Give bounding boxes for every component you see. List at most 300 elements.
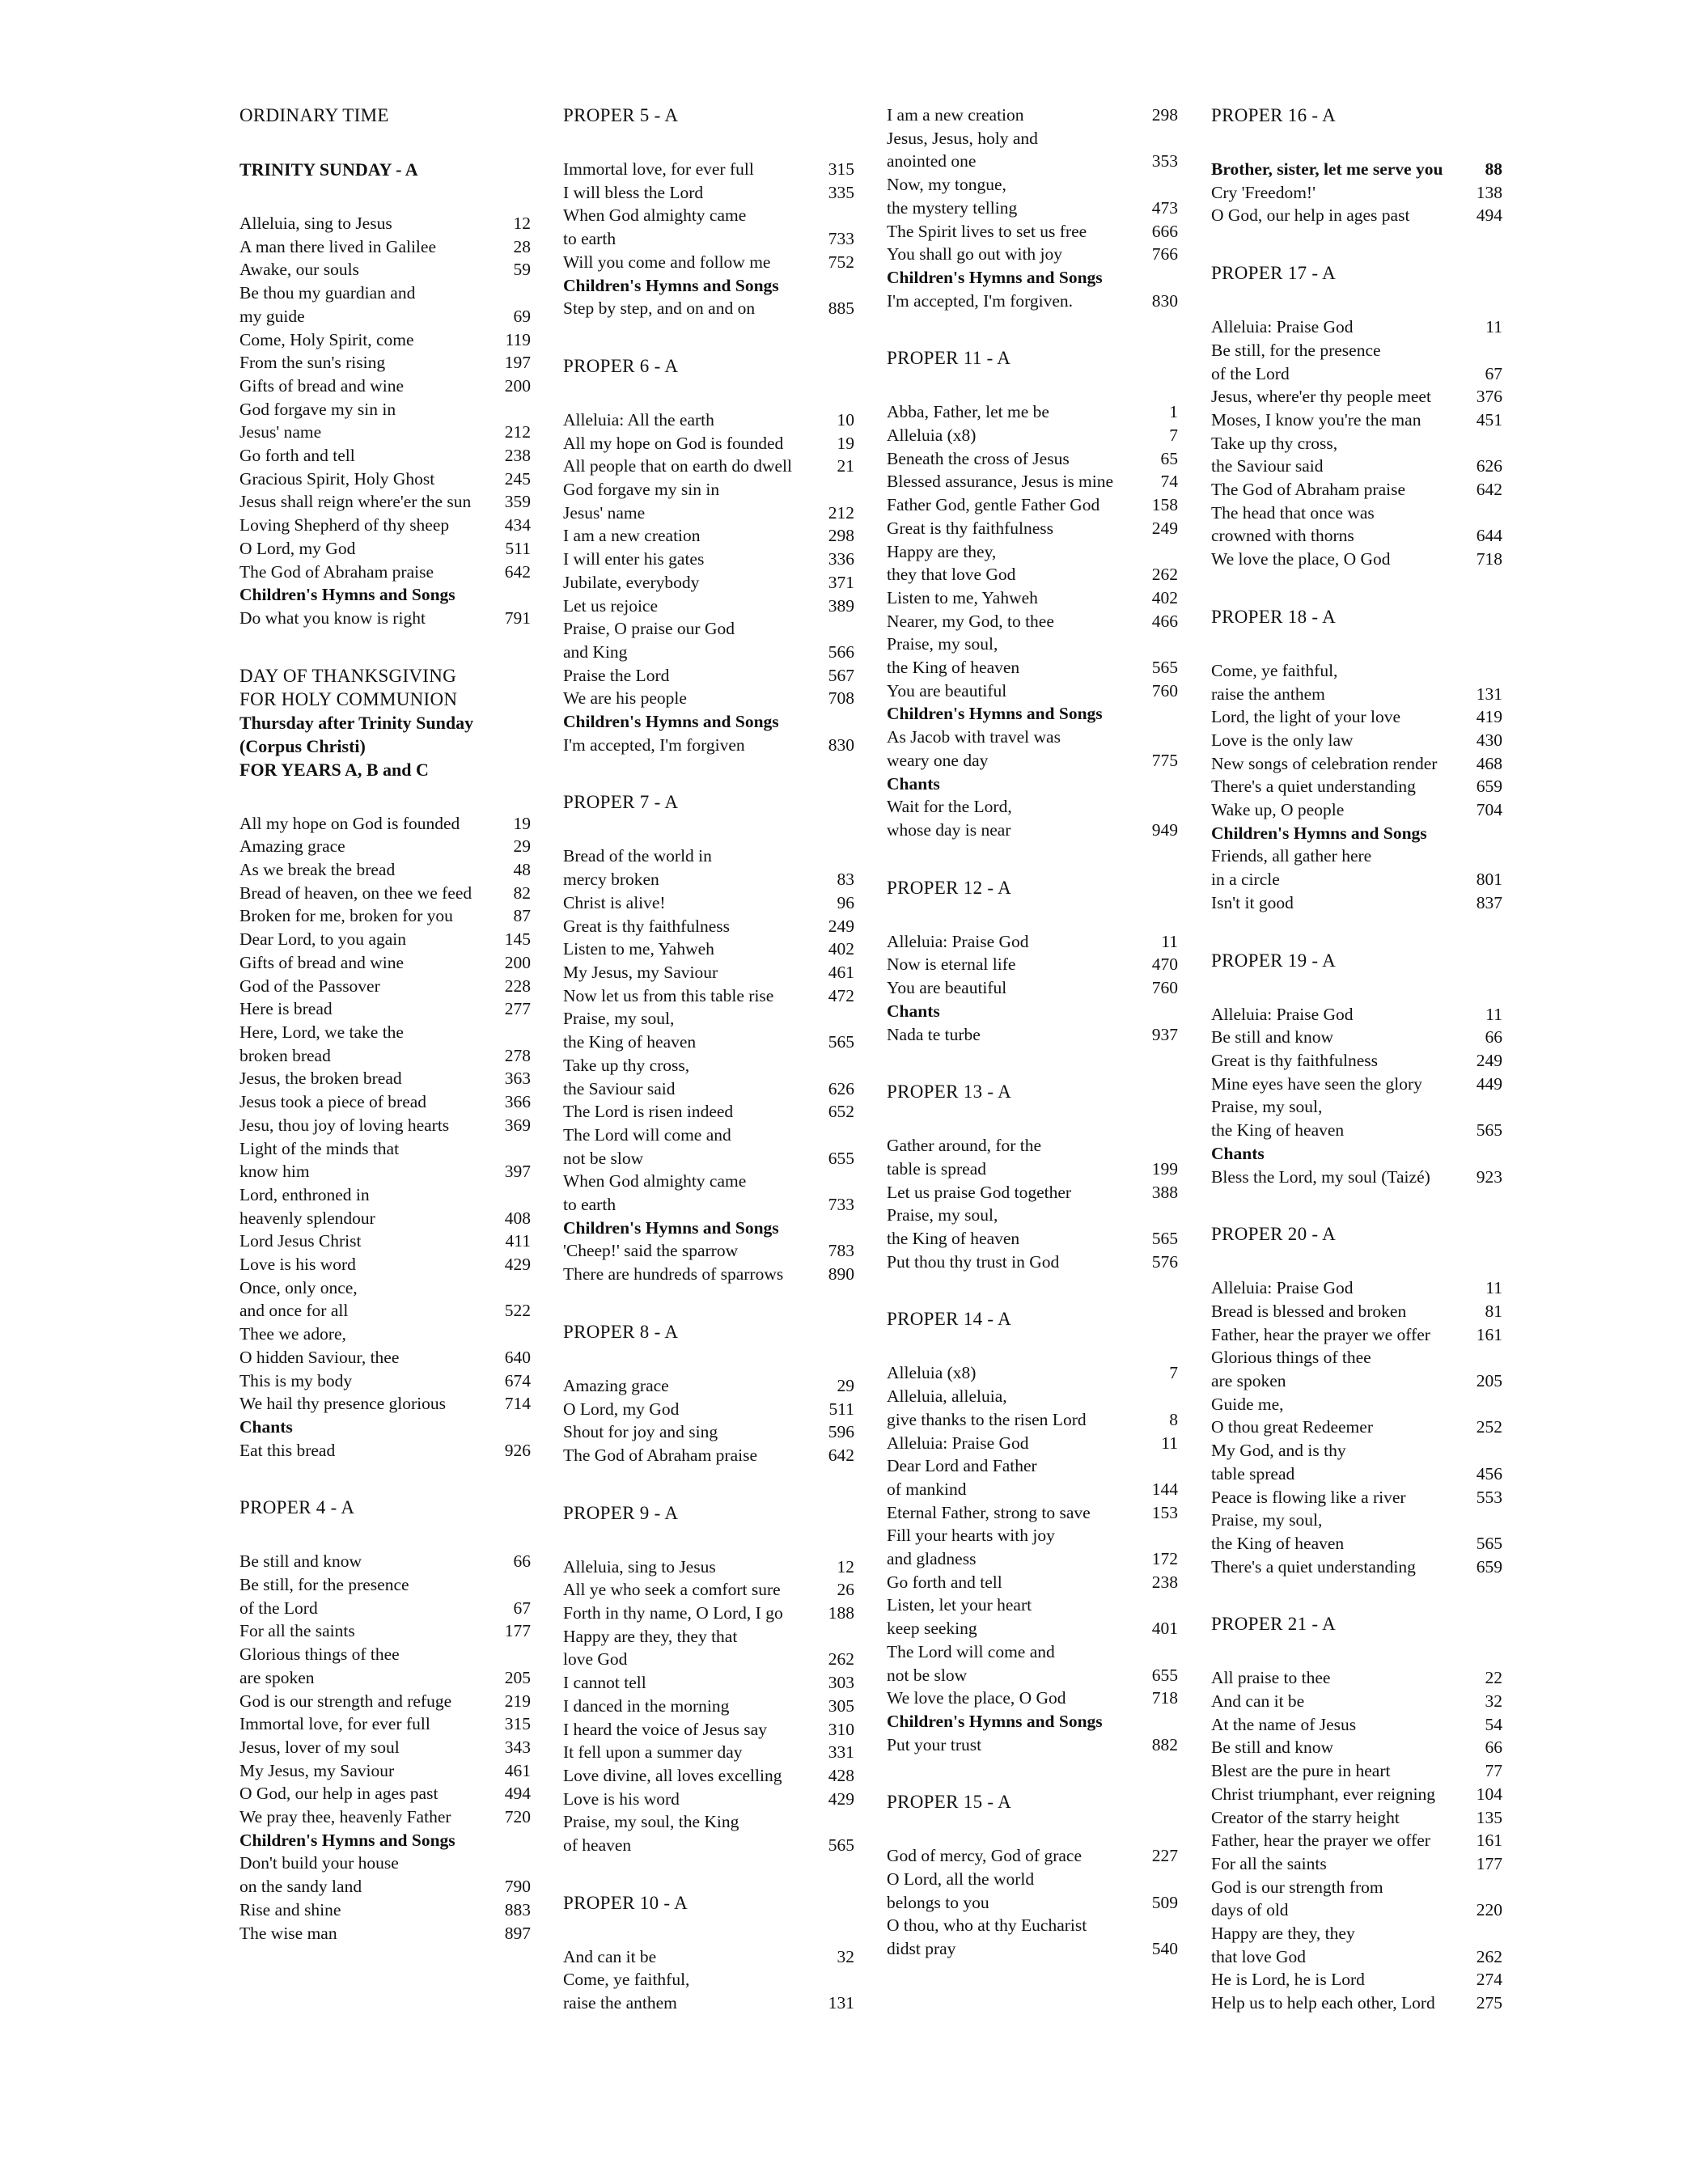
hymn-entry [239,1276,531,1323]
hymn-title: We are his people [563,688,687,709]
hymn-number: 12 [837,1556,854,1577]
hymn-title: God is our strength and refuge [239,1691,452,1711]
section-heading: PROPER 4 - A [239,1497,355,1518]
index-section [563,1891,854,2015]
hymn-number: 760 [1151,680,1178,700]
hymn-number: 158 [1151,495,1178,515]
hymn-number: 59 [513,260,531,280]
hymn-title: Jesus, Jesus, holy and anointed one [887,128,1038,171]
hymn-number: 172 [1151,1549,1178,1569]
hymn-title: I will bless the Lord [563,182,704,202]
hymn-entry [563,1374,854,1398]
hymn-number: 245 [504,468,531,489]
hymn-entry [887,447,1178,471]
hymn-list [887,400,1178,841]
hymn-title: Chants [887,773,940,794]
hymn-title: Praise, my soul, the King of heaven [1211,1510,1345,1553]
hymn-title: Praise, my soul, the King of heaven [887,634,1020,678]
hymn-number: 461 [828,962,854,982]
hymn-number: 119 [505,329,531,349]
hymn-number: 28 [513,236,531,256]
section-heading: PROPER 5 - A [563,105,679,125]
hymn-entry [887,1687,1178,1710]
hymn-number: 74 [1160,472,1178,492]
hymn-title: Lord, enthroned in heavenly splendour [239,1184,375,1228]
hymn-number: 65 [1160,448,1178,468]
hymn-number: 144 [1151,1479,1178,1499]
hymn-entry [563,1170,854,1216]
hymn-number: 494 [1476,205,1502,226]
hymn-entry [563,891,854,915]
hymn-number: 642 [1476,480,1502,500]
hymn-entry [563,1788,854,1811]
hymn-number: 659 [1476,777,1502,797]
hymn-title: Jesus, lover of my soul [239,1737,400,1757]
hymn-entry [239,1067,531,1090]
hymn-title: Shout for joy and sing [563,1422,718,1442]
hymn-entry [239,1392,531,1416]
hymn-title: Gifts of bread and wine [239,952,404,972]
hymn-number: 402 [828,939,854,959]
hymn-number: 674 [504,1370,531,1390]
hymn-number: 659 [1476,1556,1502,1577]
hymn-entry [1211,1276,1502,1300]
hymn-number: 766 [1151,244,1178,265]
hymn-entry [563,524,854,548]
list-subheading [887,1710,1178,1733]
hymn-title: 'Cheep!' said the sparrow [563,1241,739,1261]
column-2 [563,104,854,2015]
section-heading: DAY OF THANKSGIVING FOR HOLY COMMUNION [239,665,458,709]
hymn-entry [1211,1713,1502,1737]
hymn-entry [563,1124,854,1170]
hymn-list [239,1550,531,1945]
hymn-entry [887,1524,1178,1570]
hymn-entry [239,1323,531,1369]
hymn-entry [239,1736,531,1759]
hymn-title: I'm accepted, I'm forgiven. [887,290,1074,311]
hymn-entry [887,424,1178,447]
index-section [239,104,531,630]
hymn-title: Christ triumphant, ever reigning [1211,1784,1436,1804]
list-subheading [239,583,531,607]
hymn-number: 7 [1169,425,1178,446]
hymn-number: 522 [504,1301,531,1321]
hymn-number: 830 [1151,290,1178,311]
hymn-title: Happy are they, they that love God [563,1626,738,1670]
hymn-number: 371 [828,572,854,592]
hymn-entry [563,1741,854,1764]
hymn-number: 11 [1485,1004,1502,1024]
hymn-entry [1211,775,1502,798]
hymn-title: All people that on earth do dwell [563,456,793,476]
index-section [887,104,1178,312]
hymn-number: 419 [1476,707,1502,727]
hymn-number: 655 [1151,1665,1178,1685]
hymn-number: 145 [504,929,531,950]
hymn-entry [887,1454,1178,1500]
hymn-title: I danced in the morning [563,1695,730,1716]
hymn-number: 303 [828,1673,854,1693]
hymn-number: 66 [1485,1027,1502,1048]
hymn-title: God of the Passover [239,976,380,996]
hymn-number: 566 [828,641,854,662]
hymn-title: Now let us from this table rise [563,985,774,1005]
hymn-entry [1211,502,1502,548]
hymn-number: 565 [1476,1120,1502,1141]
hymn-title: Children's Hymns and Songs [563,275,779,295]
hymn-entry [887,976,1178,1000]
hymn-number: 305 [828,1695,854,1716]
hymn-title: Love is the only law [1211,730,1354,750]
hymn-entry [1211,1073,1502,1096]
hymn-entry [1211,844,1502,891]
hymn-number: 67 [1485,363,1502,383]
hymn-entry [563,915,854,938]
hymn-entry [1211,1509,1502,1555]
hymn-entry [1211,315,1502,339]
hymn-number: 310 [828,1719,854,1739]
hymn-number: 752 [828,252,854,272]
hymn-number: 161 [1476,1831,1502,1851]
hymn-number: 376 [1476,387,1502,407]
list-subheading [563,1217,854,1240]
hymn-entry [239,1712,531,1736]
index-section [1211,1612,1502,2015]
hymn-number: 470 [1151,954,1178,975]
hymn-entry [1211,1666,1502,1690]
hymn-entry [239,328,531,352]
section-heading: PROPER 10 - A [563,1892,688,1913]
hymn-title: O Lord, my God [563,1399,680,1419]
list-subheading [563,274,854,298]
hymn-number: 366 [504,1092,531,1112]
hymn-number: 718 [1151,1688,1178,1708]
hymn-title: You are beautiful [887,978,1007,998]
hymn-title: I'm accepted, I'm forgiven [563,734,745,755]
hymn-number: 596 [828,1422,854,1442]
hymn-title: There's a quiet understanding [1211,777,1416,797]
hymn-entry [239,212,531,235]
hymn-entry [563,617,854,663]
hymn-number: 718 [1476,549,1502,569]
hymn-number: 177 [504,1621,531,1641]
hymn-title: I am a new creation [563,526,701,546]
hymn-entry [563,844,854,891]
hymn-number: 67 [513,1598,531,1618]
hymn-title: It fell upon a summer day [563,1742,743,1763]
hymn-entry [887,104,1178,127]
hymn-number: 783 [828,1241,854,1261]
hymn-number: 511 [828,1399,854,1419]
hymn-list [887,1134,1178,1273]
hymn-entry [563,1420,854,1444]
hymn-entry [887,470,1178,493]
column-1 [239,104,531,1945]
hymn-title: Jesus, where'er thy people meet [1211,387,1431,407]
hymn-entry [239,1852,531,1898]
hymn-title: Love is his word [563,1788,680,1809]
hymn-title: Here is bread [239,999,333,1019]
hymn-number: 11 [1161,1433,1178,1453]
hymn-entry [1211,478,1502,502]
hymn-number: 135 [1476,1807,1502,1827]
hymn-entry [239,1759,531,1783]
hymn-title: Go forth and tell [887,1572,1002,1592]
hymn-title: We hail thy presence glorious [239,1394,446,1414]
hymn-title: Friends, all gather here in a circle [1211,846,1372,890]
hymn-title: Eat this bread [239,1440,336,1460]
hymn-title: Put your trust [887,1734,982,1754]
hymn-number: 882 [1151,1734,1178,1754]
hymn-title: Brother, sister, let me serve you [1211,159,1443,179]
hymn-title: Awake, our souls [239,260,359,280]
hymn-title: And can it be [563,1946,657,1966]
hymn-title: Beneath the cross of Jesus [887,448,1070,468]
hymn-number: 336 [828,549,854,569]
hymn-title: I heard the voice of Jesus say [563,1719,767,1739]
hymn-entry [239,1922,531,1945]
list-subheading [887,266,1178,290]
hymn-entry [239,928,531,951]
hymn-title: From the sun's rising [239,353,386,373]
hymn-number: 359 [504,492,531,512]
hymn-entry [563,251,854,274]
hymn-number: 205 [504,1667,531,1687]
hymn-title: Will you come and follow me [563,252,771,272]
hymn-number: 315 [504,1714,531,1734]
section-heading: ORDINARY TIME [239,105,389,125]
hymn-list [563,158,854,320]
hymn-title: There are hundreds of sparrows [563,1264,784,1285]
hymn-title: Forth in thy name, O Lord, I go [563,1603,783,1623]
hymn-entry [563,961,854,984]
hymn-entry [1211,1968,1502,1991]
hymn-entry [1211,798,1502,822]
hymn-number: 153 [1151,1502,1178,1522]
hymn-number: 69 [513,306,531,326]
list-subheading [887,702,1178,726]
hymn-entry [239,561,531,584]
hymn-title: All ye who seek a comfort sure [563,1580,781,1600]
hymn-entry [239,490,531,514]
hymn-entry [887,400,1178,424]
hymn-number: 626 [1476,456,1502,476]
hymn-number: 885 [828,298,854,319]
hymn-title: God is our strength from days of old [1211,1877,1383,1920]
hymn-number: 791 [504,607,531,628]
hymn-entry [239,1573,531,1619]
hymn-title: For all the saints [239,1621,355,1641]
hymn-list [239,212,531,630]
hymn-title: Chants [887,1001,940,1021]
hymn-entry [563,1625,854,1671]
hymn-title: Bread of heaven, on thee we feed [239,882,472,903]
hymn-number: 104 [1476,1784,1502,1804]
hymn-number: 401 [1151,1619,1178,1639]
hymn-entry [1211,1922,1502,1968]
hymn-entry [563,1764,854,1788]
hymn-title: The God of Abraham praise [239,561,434,582]
hymn-title: Immortal love, for ever full [239,1714,430,1734]
hymn-title: Take up thy cross, the Saviour said [563,1055,690,1098]
hymn-title: Children's Hymns and Songs [563,712,779,732]
hymn-entry [1211,659,1502,705]
hymn-entry [1211,1783,1502,1806]
index-section [239,1496,531,1945]
hymn-number: 262 [1151,565,1178,585]
hymn-title: Listen, let your heart keep seeking [887,1595,1032,1639]
hymn-number: 411 [505,1231,531,1251]
hymn-title: Alleluia: Praise God [887,931,1029,951]
hymn-number: 227 [1151,1846,1178,1866]
hymn-title: My Jesus, my Saviour [239,1760,395,1780]
hymn-title: Children's Hymns and Songs [887,1711,1103,1731]
hymn-entry [1211,1806,1502,1830]
hymn-number: 32 [1485,1691,1502,1712]
hymn-title: I will enter his gates [563,549,705,569]
hymn-number: 278 [504,1045,531,1065]
section-heading: PROPER 20 - A [1211,1224,1337,1245]
hymn-entry [239,812,531,836]
hymn-list [563,844,854,1285]
hymn-title: The God of Abraham praise [563,1445,758,1465]
hymn-entry [239,1619,531,1643]
hymn-entry [1211,1991,1502,2015]
hymn-title: Alleluia, sing to Jesus [563,1556,716,1577]
hymn-title: Bread is blessed and broken [1211,1301,1407,1321]
section-subheading: Thursday after Trinity Sunday (Corpus Christi) FOR YEARS A, B and C [239,712,474,780]
hymn-number: 890 [828,1264,854,1285]
hymn-entry [1211,158,1502,181]
hymn-number: 473 [1151,197,1178,218]
hymn-entry [563,455,854,478]
hymn-number: 11 [1485,1278,1502,1298]
hymn-entry [239,444,531,468]
hymn-entry [239,1550,531,1573]
hymn-number: 451 [1476,409,1502,430]
hymn-number: 96 [837,892,854,912]
hymn-list [563,1555,854,1857]
hymn-number: 704 [1476,800,1502,820]
section-heading: PROPER 15 - A [887,1792,1012,1813]
hymn-entry [239,975,531,998]
hymn-number: 238 [504,446,531,466]
hymn-number: 430 [1476,730,1502,750]
hymn-number: 131 [1476,684,1502,704]
hymn-number: 212 [828,502,854,523]
hymn-number: 449 [1476,1073,1502,1094]
hymn-entry [887,1914,1178,1960]
hymn-title: O God, our help in ages past [1211,205,1410,226]
hymn-entry [887,586,1178,610]
hymn-title: Do what you know is right [239,607,426,628]
hymn-number: 66 [1485,1737,1502,1758]
hymn-entry [563,1239,854,1263]
hymn-title: Glorious things of thee are spoken [1211,1348,1371,1391]
hymn-number: 540 [1151,1939,1178,1959]
hymn-entry [887,726,1178,772]
hymn-number: 19 [837,433,854,453]
column-3 [887,104,1178,1961]
hymn-entry [563,408,854,432]
hymn-entry [887,220,1178,243]
hymn-number: 576 [1151,1251,1178,1272]
hymn-number: 565 [1151,1229,1178,1249]
hymn-number: 200 [504,952,531,972]
hymn-number: 54 [1485,1714,1502,1734]
hymn-number: 553 [1476,1487,1502,1507]
list-subheading [887,772,1178,796]
hymn-number: 949 [1151,819,1178,840]
hymn-entry [1211,408,1502,432]
hymn-number: 205 [1476,1371,1502,1391]
hymn-list [887,930,1178,1047]
hymn-entry [887,795,1178,841]
hymn-number: 29 [837,1375,854,1395]
index-section [887,346,1178,841]
index-section [563,1501,854,1857]
hymn-entry [563,984,854,1008]
hymn-entry [1211,1323,1502,1347]
hymn-entry [239,398,531,444]
hymn-entry [239,375,531,398]
hymn-number: 249 [1476,1050,1502,1070]
hymn-title: Don't build your house on the sandy land [239,1853,399,1897]
hymn-title: Be still and know [1211,1737,1334,1758]
hymn-title: Eternal Father, strong to save [887,1502,1091,1522]
hymn-entry [239,235,531,259]
hymn-entry [887,517,1178,540]
hymn-title: God of mercy, God of grace [887,1846,1082,1866]
hymn-entry [239,1137,531,1183]
hymn-number: 565 [828,1835,854,1856]
hymn-number: 66 [513,1551,531,1572]
hymn-title: As Jacob with travel was weary one day [887,727,1061,770]
hymn-title: Step by step, and on and on [563,298,756,319]
hymn-entry [563,1007,854,1053]
hymn-list [1211,158,1502,227]
hymn-list [887,104,1178,312]
hymn-number: 511 [505,538,531,558]
hymn-entry [563,1054,854,1100]
hymn-number: 11 [1161,931,1178,951]
hymn-entry [887,127,1178,173]
hymn-title: God forgave my sin in Jesus' name [239,399,396,442]
hymn-entry [563,734,854,757]
hymn-entry [887,610,1178,633]
hymn-title: Father, hear the prayer we offer [1211,1324,1430,1344]
hymn-entry [239,1898,531,1922]
hymn-number: 714 [504,1394,531,1414]
hymn-entry [1211,729,1502,752]
hymn-title: Children's Hymns and Songs [1211,823,1427,843]
hymn-number: 468 [1476,753,1502,773]
hymn-entry [887,953,1178,976]
hymn-number: 77 [1485,1761,1502,1781]
hymn-entry [563,1671,854,1695]
hymn-entry [239,537,531,561]
hymn-entry [887,930,1178,954]
hymn-entry [887,1134,1178,1180]
hymn-number: 760 [1151,978,1178,998]
hymn-entry [1211,385,1502,408]
hymn-entry [239,1369,531,1393]
hymn-title: I am a new creation [887,105,1024,125]
hymn-number: 275 [1476,1993,1502,2013]
hymn-title: The Spirit lives to set us free [887,221,1087,241]
hymn-title: The Lord will come and not be slow [887,1641,1055,1685]
